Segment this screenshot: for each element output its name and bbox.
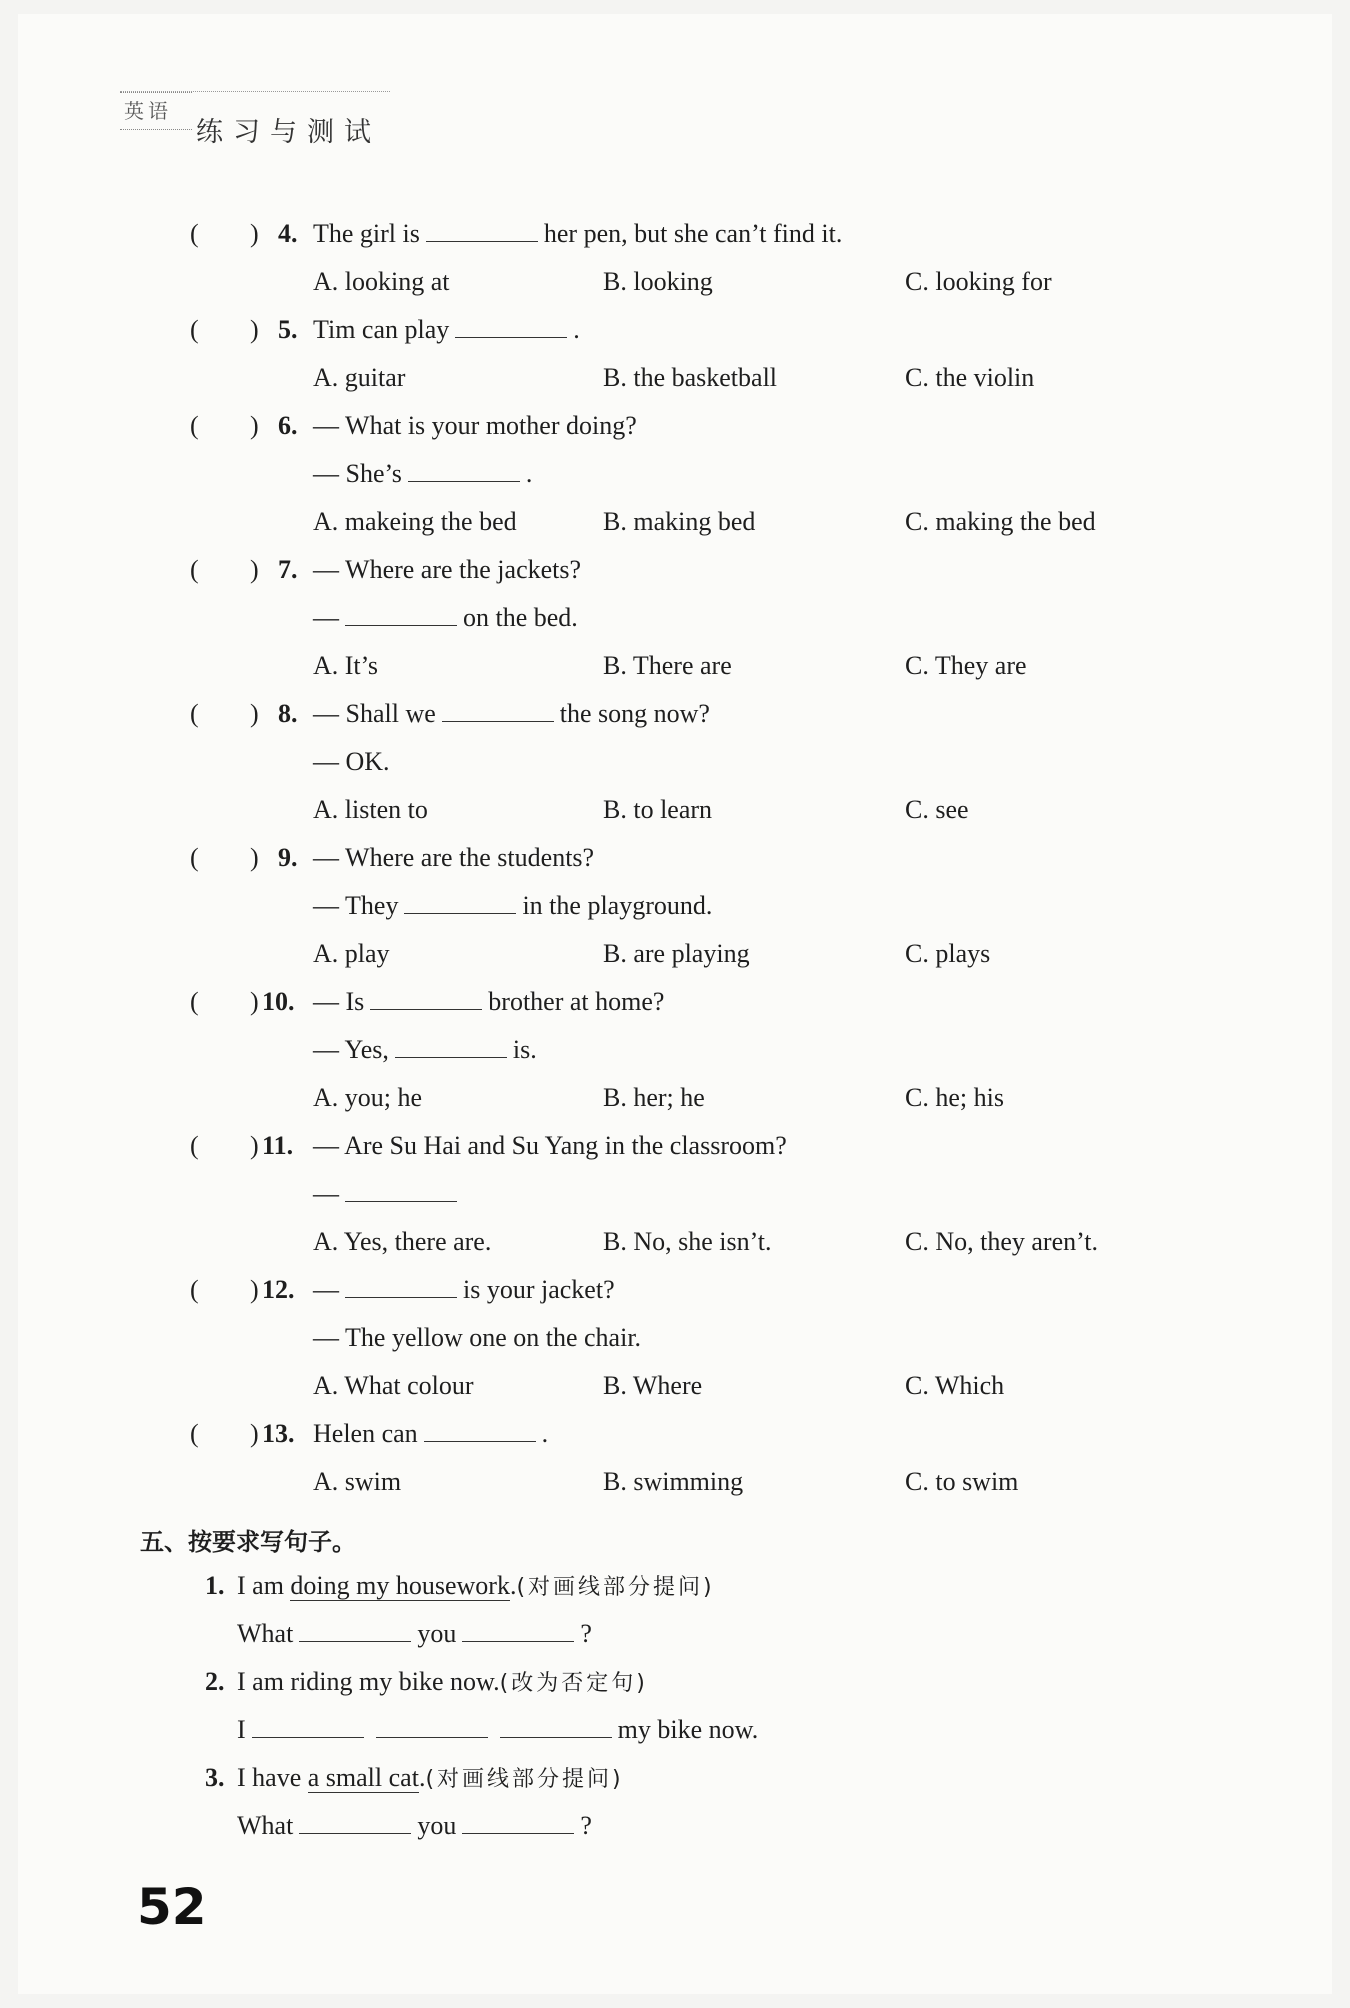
text-segment: Helen can — [313, 1419, 418, 1448]
answer-bracket-open: ( — [190, 987, 199, 1016]
fill-blank[interactable] — [252, 1715, 364, 1738]
option-c[interactable]: C. Which — [905, 1371, 1005, 1400]
answer-bracket-close: ) — [250, 219, 259, 248]
sentence-text: I have — [237, 1763, 308, 1792]
question-text — [313, 218, 842, 250]
instruction-note: (改为否定句) — [499, 1671, 648, 1696]
option-c[interactable]: C. he; his — [905, 1083, 1004, 1112]
text-segment: — Shall we — [313, 699, 436, 728]
fill-blank[interactable] — [408, 459, 520, 482]
answer-bracket-close: ) — [250, 411, 259, 440]
sentence-text: I am — [237, 1571, 291, 1600]
question-number: 9. — [278, 843, 298, 872]
answer-bracket-open: ( — [190, 219, 199, 248]
sentence-text: I am riding my bike now. — [237, 1667, 500, 1696]
answer-bracket-close: ) — [250, 987, 259, 1016]
text-segment: ? — [580, 1811, 592, 1840]
answer-slot[interactable] — [206, 1130, 246, 1160]
option-a[interactable]: A. Yes, there are. — [313, 1227, 492, 1256]
answer-slot[interactable] — [206, 842, 246, 872]
text-segment: . — [541, 1419, 549, 1448]
answer-bracket-open: ( — [190, 1275, 199, 1304]
option-b[interactable]: B. Where — [603, 1371, 703, 1400]
answer-bracket-close: ) — [250, 843, 259, 872]
question-text — [313, 842, 594, 874]
question-number: 8. — [278, 699, 298, 728]
text-segment: you — [417, 1811, 457, 1840]
text-segment: the song now? — [559, 699, 710, 728]
text-segment: — The yellow one on the chair. — [313, 1323, 642, 1352]
question-text — [313, 314, 580, 346]
text-segment: . — [573, 315, 580, 344]
answer-slot[interactable] — [206, 554, 246, 584]
fill-blank[interactable] — [370, 987, 482, 1010]
rewrite-sentence — [237, 1570, 715, 1604]
answer-bracket-open: ( — [190, 1131, 199, 1160]
option-c[interactable]: C. plays — [905, 939, 991, 968]
question-number: 7. — [278, 555, 298, 584]
option-b[interactable]: B. No, she isn’t. — [603, 1227, 772, 1256]
answer-slot[interactable] — [206, 314, 246, 344]
answer-bracket-close: ) — [250, 1275, 259, 1304]
text-segment: — Yes, — [313, 1035, 389, 1064]
fill-blank[interactable] — [462, 1811, 574, 1834]
option-c[interactable]: C. They are — [905, 651, 1027, 680]
book-title: 练习与测试 — [196, 117, 381, 148]
text-segment: is. — [512, 1035, 537, 1064]
fill-blank[interactable] — [426, 219, 538, 242]
section-5-title: 五、按要求写句子。 — [140, 1528, 356, 1556]
question-number: 11. — [262, 1131, 294, 1160]
text-segment: my bike now. — [617, 1715, 759, 1744]
question-text — [313, 1178, 463, 1210]
rewrite-sentence — [237, 1762, 624, 1796]
question-number: 5. — [278, 315, 298, 344]
question-number: 4. — [278, 219, 298, 248]
text-segment: brother at home? — [488, 987, 665, 1016]
question-number: 10. — [262, 987, 295, 1016]
option-a[interactable]: A. looking at — [313, 267, 450, 296]
option-a[interactable]: A. guitar — [313, 363, 406, 392]
question-text — [313, 1274, 615, 1306]
subject-label: 英语 — [120, 92, 192, 130]
rewrite-number: 2. — [205, 1667, 225, 1696]
answer-bracket-close: ) — [250, 555, 259, 584]
text-segment: What — [237, 1619, 294, 1648]
answer-bracket-open: ( — [190, 843, 199, 872]
instruction-note: (对画线部分提问) — [516, 1575, 715, 1600]
answer-template — [237, 1618, 592, 1650]
option-b[interactable]: B. looking — [603, 267, 713, 296]
option-b[interactable]: B. are playing — [603, 939, 750, 968]
text-segment: — They — [313, 891, 399, 920]
text-segment: Tim can play — [313, 315, 450, 344]
question-text — [313, 986, 664, 1018]
answer-bracket-open: ( — [190, 555, 199, 584]
option-c[interactable]: C. to swim — [905, 1467, 1019, 1496]
fill-blank[interactable] — [442, 699, 554, 722]
fill-blank[interactable] — [424, 1419, 536, 1442]
option-a[interactable]: A. listen to — [313, 795, 428, 824]
question-text — [313, 554, 581, 586]
text-segment: on the bed. — [463, 603, 578, 632]
text-segment: — Are Su Hai and Su Yang in the classroom? — [313, 1131, 787, 1160]
underlined-phrase: a small cat — [307, 1763, 419, 1792]
option-a[interactable]: A. swim — [313, 1467, 402, 1496]
answer-template — [237, 1714, 758, 1746]
text-segment: The girl is — [313, 219, 420, 248]
text-segment: . — [525, 459, 533, 488]
option-c[interactable]: C. the violin — [905, 363, 1035, 392]
question-text — [313, 1034, 537, 1066]
fill-blank[interactable] — [299, 1619, 411, 1642]
answer-bracket-open: ( — [190, 699, 199, 728]
option-a[interactable]: A. It’s — [313, 651, 378, 680]
sentence-text: . — [418, 1763, 426, 1792]
answer-template — [237, 1810, 592, 1842]
option-c[interactable]: C. see — [905, 795, 969, 824]
option-b[interactable]: B. the basketball — [603, 363, 778, 392]
question-text — [313, 746, 390, 778]
text-segment: — — [313, 1275, 339, 1304]
answer-bracket-close: ) — [250, 315, 259, 344]
option-b[interactable]: B. swimming — [603, 1467, 744, 1496]
option-b[interactable]: B. to learn — [603, 795, 713, 824]
option-c[interactable]: C. making the bed — [905, 507, 1096, 536]
text-segment: her pen, but she can’t find it. — [543, 219, 843, 248]
text-segment: is your jacket? — [463, 1275, 615, 1304]
fill-blank[interactable] — [404, 891, 516, 914]
option-b[interactable]: B. her; he — [603, 1083, 705, 1112]
underlined-phrase: doing my housework — [290, 1571, 510, 1600]
text-segment: I — [237, 1715, 246, 1744]
text-segment: you — [417, 1619, 457, 1648]
fill-blank[interactable] — [345, 1275, 457, 1298]
question-text — [313, 698, 710, 730]
question-text — [313, 602, 578, 634]
option-a[interactable]: A. you; he — [313, 1083, 423, 1112]
question-number: 6. — [278, 411, 298, 440]
text-segment: — — [313, 1179, 339, 1208]
option-b[interactable]: B. making bed — [603, 507, 756, 536]
answer-slot[interactable] — [206, 1418, 246, 1448]
text-segment: — OK. — [313, 747, 390, 776]
question-text — [313, 410, 637, 442]
rewrite-number: 3. — [205, 1763, 225, 1792]
fill-blank[interactable] — [345, 1179, 457, 1202]
fill-blank[interactable] — [345, 603, 457, 626]
rewrite-sentence — [237, 1666, 648, 1700]
text-segment: — What is your mother doing? — [313, 411, 637, 440]
question-text — [313, 458, 532, 490]
option-c[interactable]: C. No, they aren’t. — [905, 1227, 1099, 1256]
answer-slot[interactable] — [206, 218, 246, 248]
question-text — [313, 1418, 548, 1450]
answer-bracket-open: ( — [190, 315, 199, 344]
question-text — [313, 1322, 641, 1354]
answer-bracket-open: ( — [190, 1419, 199, 1448]
instruction-note: (对画线部分提问) — [425, 1767, 624, 1792]
option-a[interactable]: A. play — [313, 939, 390, 968]
text-segment: — She’s — [313, 459, 402, 488]
option-c[interactable]: C. looking for — [905, 267, 1052, 296]
question-number: 13. — [262, 1419, 295, 1448]
text-segment: — Where are the jackets? — [313, 555, 582, 584]
answer-bracket-close: ) — [250, 699, 259, 728]
fill-blank[interactable] — [395, 1035, 507, 1058]
fill-blank[interactable] — [376, 1715, 488, 1738]
option-b[interactable]: B. There are — [603, 651, 732, 680]
text-segment: — Is — [313, 987, 365, 1016]
answer-bracket-close: ) — [250, 1419, 259, 1448]
rewrite-number: 1. — [205, 1571, 225, 1600]
option-a[interactable]: A. What colour — [313, 1371, 474, 1400]
answer-bracket-close: ) — [250, 1131, 259, 1160]
fill-blank[interactable] — [455, 315, 567, 338]
text-segment: — Where are the students? — [313, 843, 595, 872]
fill-blank[interactable] — [500, 1715, 612, 1738]
answer-slot[interactable] — [206, 698, 246, 728]
option-a[interactable]: A. makeing the bed — [313, 507, 517, 536]
text-segment: — — [313, 603, 339, 632]
answer-bracket-open: ( — [190, 411, 199, 440]
answer-slot[interactable] — [206, 986, 246, 1016]
page-number: 52 — [137, 1878, 207, 1936]
text-segment: What — [237, 1811, 294, 1840]
question-text — [313, 890, 712, 922]
fill-blank[interactable] — [462, 1619, 574, 1642]
sentence-text: . — [509, 1571, 517, 1600]
answer-slot[interactable] — [206, 1274, 246, 1304]
question-number: 12. — [262, 1275, 295, 1304]
question-text — [313, 1130, 787, 1162]
text-segment: in the playground. — [522, 891, 713, 920]
fill-blank[interactable] — [299, 1811, 411, 1834]
answer-slot[interactable] — [206, 410, 246, 440]
text-segment: ? — [580, 1619, 592, 1648]
